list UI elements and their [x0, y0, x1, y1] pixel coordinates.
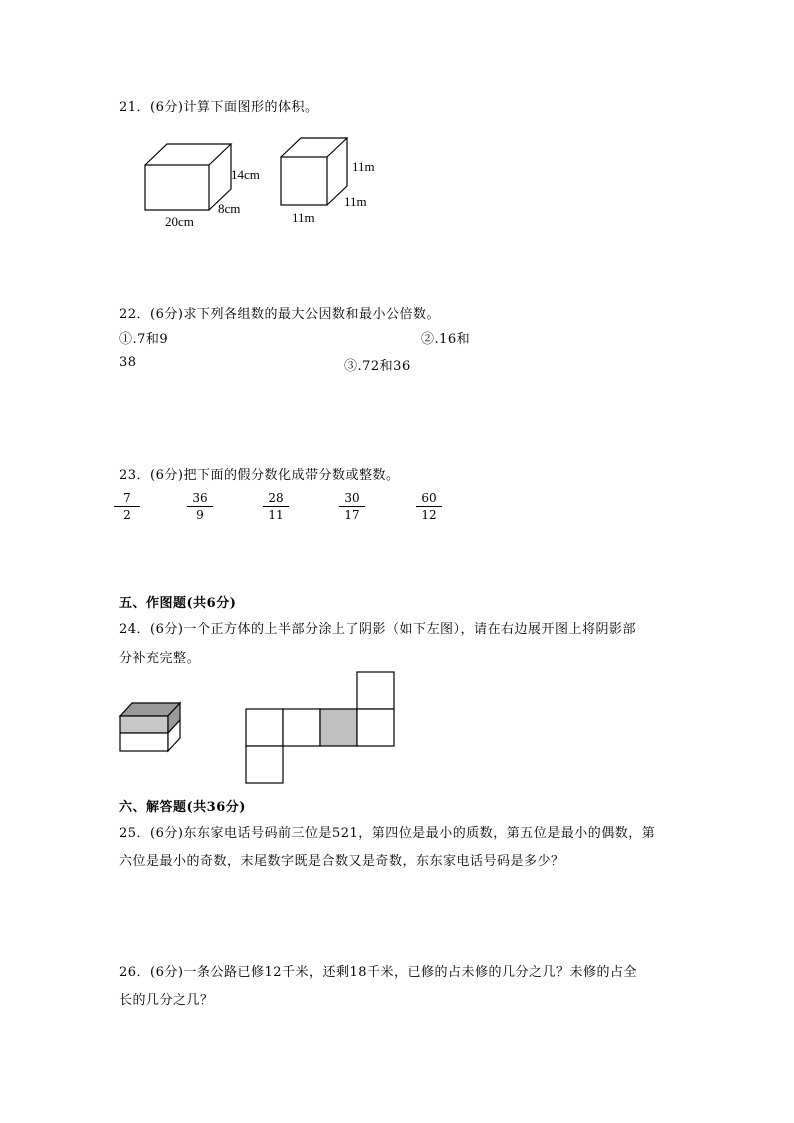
net-face	[246, 709, 283, 746]
fraction-numerator: 60	[416, 491, 442, 507]
q21-text: 21．(6分)计算下面图形的体积。	[119, 100, 319, 115]
fraction-denominator: 11	[268, 508, 284, 522]
fraction-denominator: 2	[123, 508, 131, 522]
cube-figure	[281, 138, 347, 205]
q22-text: 22．(6分)求下列各组数的最大公因数和最小公倍数。	[119, 307, 440, 322]
cube-height-label: 11m	[352, 159, 375, 174]
fraction-numerator: 36	[187, 491, 213, 507]
q25-line-1: 25．(6分)东东家电话号码前三位是521，第四位是最小的质数，第五位是最小的偶数，第	[119, 826, 656, 841]
cuboid-depth-label: 8cm	[218, 201, 241, 216]
net-face	[246, 746, 283, 783]
q26-line-1: 26．(6分)一条公路已修12千米，还剩18千米，已修的占未修的几分之几？未修的占全	[119, 965, 638, 980]
fraction-denominator: 9	[196, 508, 204, 522]
q22-item-1: ①.7和9	[119, 332, 169, 347]
fraction-numerator: 30	[339, 491, 365, 507]
cuboid-width-label: 20cm	[165, 214, 194, 229]
fraction-1	[114, 491, 140, 522]
q24-figures	[0, 665, 794, 795]
q22-item-2b: 38	[119, 355, 137, 370]
section-5-heading: 五、作图题(共6分)	[119, 596, 237, 611]
q23-text: 23．(6分)把下面的假分数化成带分数或整数。	[119, 468, 400, 483]
net-face	[357, 709, 394, 746]
fraction-numerator: 28	[263, 491, 289, 507]
net-face	[283, 709, 320, 746]
fraction-denominator: 17	[344, 508, 360, 522]
q24-line-1: 24．(6分)一个正方体的上半部分涂上了阴影（如下左图），请在右边展开图上将阴影部	[119, 622, 636, 637]
q25-line-2: 六位是最小的奇数，末尾数字既是合数又是奇数，东东家电话号码是多少？	[119, 854, 565, 869]
net-face	[357, 672, 394, 709]
fraction-numerator: 7	[114, 491, 140, 507]
q24-line-2: 分补充完整。	[119, 651, 201, 666]
section-6-heading: 六、解答题(共36分)	[119, 800, 246, 815]
shaded-cube	[120, 703, 180, 751]
cube-depth-label: 11m	[344, 194, 367, 209]
cube-width-label: 11m	[292, 210, 315, 225]
net-face-shaded	[320, 709, 357, 746]
cube-net	[246, 672, 394, 783]
q26-line-2: 长的几分之几？	[119, 993, 214, 1008]
q22-item-3: ③.72和36	[344, 359, 411, 374]
fraction-2	[187, 491, 213, 522]
cuboid-height-label: 14cm	[231, 167, 260, 182]
fraction-denominator: 12	[421, 508, 437, 522]
fraction-4	[339, 491, 365, 522]
fraction-5	[416, 491, 442, 522]
q22-item-2a: ②.16和	[421, 332, 471, 347]
fraction-3	[263, 491, 289, 522]
